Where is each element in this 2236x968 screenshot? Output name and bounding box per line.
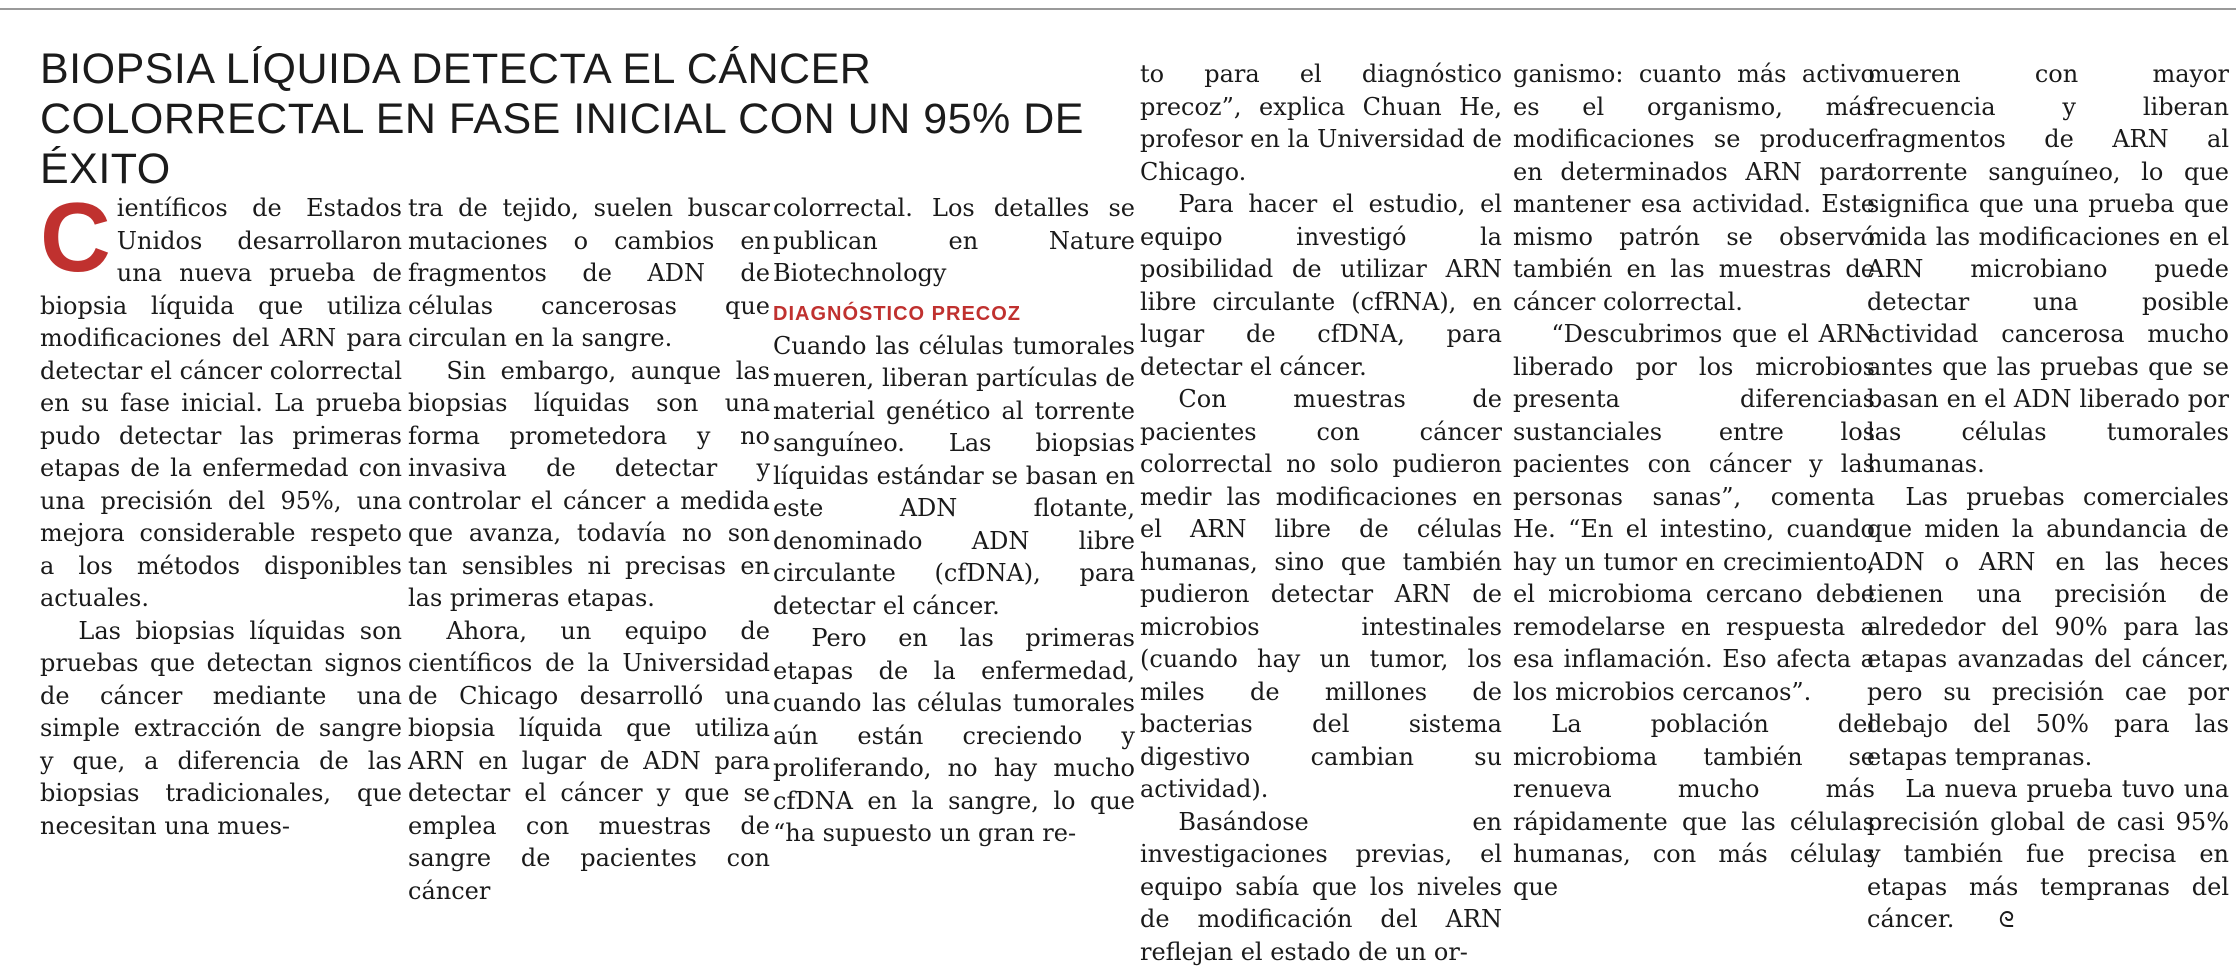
column-6 bbox=[1867, 58, 2229, 938]
column-3 bbox=[773, 192, 1135, 850]
top-rule bbox=[0, 8, 2236, 10]
column-2 bbox=[408, 192, 770, 907]
paragraph: colorrectal. Los detalles se publican en Nature Biotechnology bbox=[773, 192, 1135, 290]
paragraph: Sin embargo, aunque las biopsias líquidas son una forma prometedora y no invasiva de detectar y controlar el cáncer a medida que avanza, todavía no son tan sensibles ni precisas en las primeras etapas. bbox=[408, 355, 770, 615]
paragraph: Las pruebas comerciales que miden la abundancia de ADN o ARN en las heces tienen una precisión de alrededor del 90% para las etapas avanzadas del cáncer, pero su precisión cae por debajo del 50% para las etapas tempranas. bbox=[1867, 481, 2229, 774]
paragraph: tra de tejido, suelen buscar mutaciones o cambios en fragmentos de ADN de células cancerosas que circulan en la sangre. bbox=[408, 192, 770, 355]
column-1 bbox=[40, 192, 402, 842]
paragraph: Para hacer el estudio, el equipo investigó la posibilidad de utilizar ARN libre circulante (cfRNA), en lugar de cfDNA, para detectar el cáncer. bbox=[1140, 188, 1502, 383]
drop-cap: C bbox=[40, 198, 111, 276]
subheading: DIAGNÓSTICO PRECOZ bbox=[773, 298, 1135, 330]
paragraph: to para el diagnóstico precoz”, explica Chuan He, profesor en la Universidad de Chicago. bbox=[1140, 58, 1502, 188]
paragraph: Con muestras de pacientes con cáncer colorrectal no solo pudieron medir las modificaciones en el ARN libre de células humanas, sino que también pudieron detectar ARN de microbios intestinales (cuando hay un tumor, los miles de millones de bacterias del sistema digestivo cambian su actividad). bbox=[1140, 383, 1502, 806]
paragraph: Ahora, un equipo de científicos de la Universidad de Chicago desarrolló una biopsia líquida que utiliza ARN en lugar de ADN para detectar el cáncer y que se emplea con muestras de sangre de pacientes con cáncer bbox=[408, 615, 770, 908]
paragraph: Cuando las células tumorales mueren, liberan partículas de material genético al torrente sanguíneo. Las biopsias líquidas estándar se basan en este ADN flotante, denominado ADN libre circulante (cfDNA), para detectar el cáncer. bbox=[773, 330, 1135, 623]
column-4 bbox=[1140, 58, 1502, 968]
end-of-article-icon: ᘓ bbox=[1960, 905, 2014, 938]
paragraph: mueren con mayor frecuencia y liberan fragmentos de ARN al torrente sanguíneo, lo que significa que una prueba que mida las modificaciones en el ARN microbiano puede detectar una posible actividad cancerosa mucho antes que las pruebas que se basan en el ADN liberado por las células tumorales humanas. bbox=[1867, 58, 2229, 481]
paragraph: ganismo: cuanto más activo es el organismo, más modificaciones se producen en determinados ARN para mantener esa actividad. Este mismo patrón se observó también en las muestras de cáncer colorrectal. bbox=[1513, 58, 1875, 318]
paragraph bbox=[1867, 773, 2229, 938]
paragraph: Basándose en investigaciones previas, el equipo sabía que los niveles de modificación del ARN reflejan el estado de un or- bbox=[1140, 806, 1502, 968]
paragraph: La población del microbioma también se renueva mucho más rápidamente que las células humanas, con más células que bbox=[1513, 708, 1875, 903]
paragraph: “Descubrimos que el ARN liberado por los microbios presenta diferencias sustanciales entre los pacientes con cáncer y las personas sanas”, comenta He. “En el intestino, cuando hay un tumor en crecimiento, el microbioma cercano debe remodelarse en respuesta a esa inflamación. Eso afecta a los microbios cercanos”. bbox=[1513, 318, 1875, 708]
paragraph bbox=[40, 192, 402, 615]
paragraph-text: La nueva prueba tuvo una precisión global de casi 95% y también fue precisa en etapas más tempranas del cáncer. bbox=[1867, 775, 2229, 933]
headline: BIOPSIA LÍQUIDA DETECTA EL CÁNCER COLORRECTAL EN FASE INICIAL CON UN 95% DE ÉXITO bbox=[40, 44, 1100, 194]
paragraph: Las biopsias líquidas son pruebas que detectan signos de cáncer mediante una simple extracción de sangre y que, a diferencia de las biopsias tradicionales, que necesitan una mues- bbox=[40, 615, 402, 843]
column-5 bbox=[1513, 58, 1875, 903]
paragraph: Pero en las primeras etapas de la enfermedad, cuando las células tumorales aún están creciendo y proliferando, no hay mucho cfDNA en la sangre, lo que “ha supuesto un gran re- bbox=[773, 622, 1135, 850]
paragraph-text: ientíficos de Estados Unidos desarrollaron una nueva prueba de biopsia líquida que utiliza modificaciones del ARN para detectar el cáncer colorrectal en su fase inicial. La prueba pudo detectar las primeras etapas de la enfermedad con una precisión del 95%, una mejora considerable respeto a los métodos disponibles actuales. bbox=[40, 194, 402, 612]
